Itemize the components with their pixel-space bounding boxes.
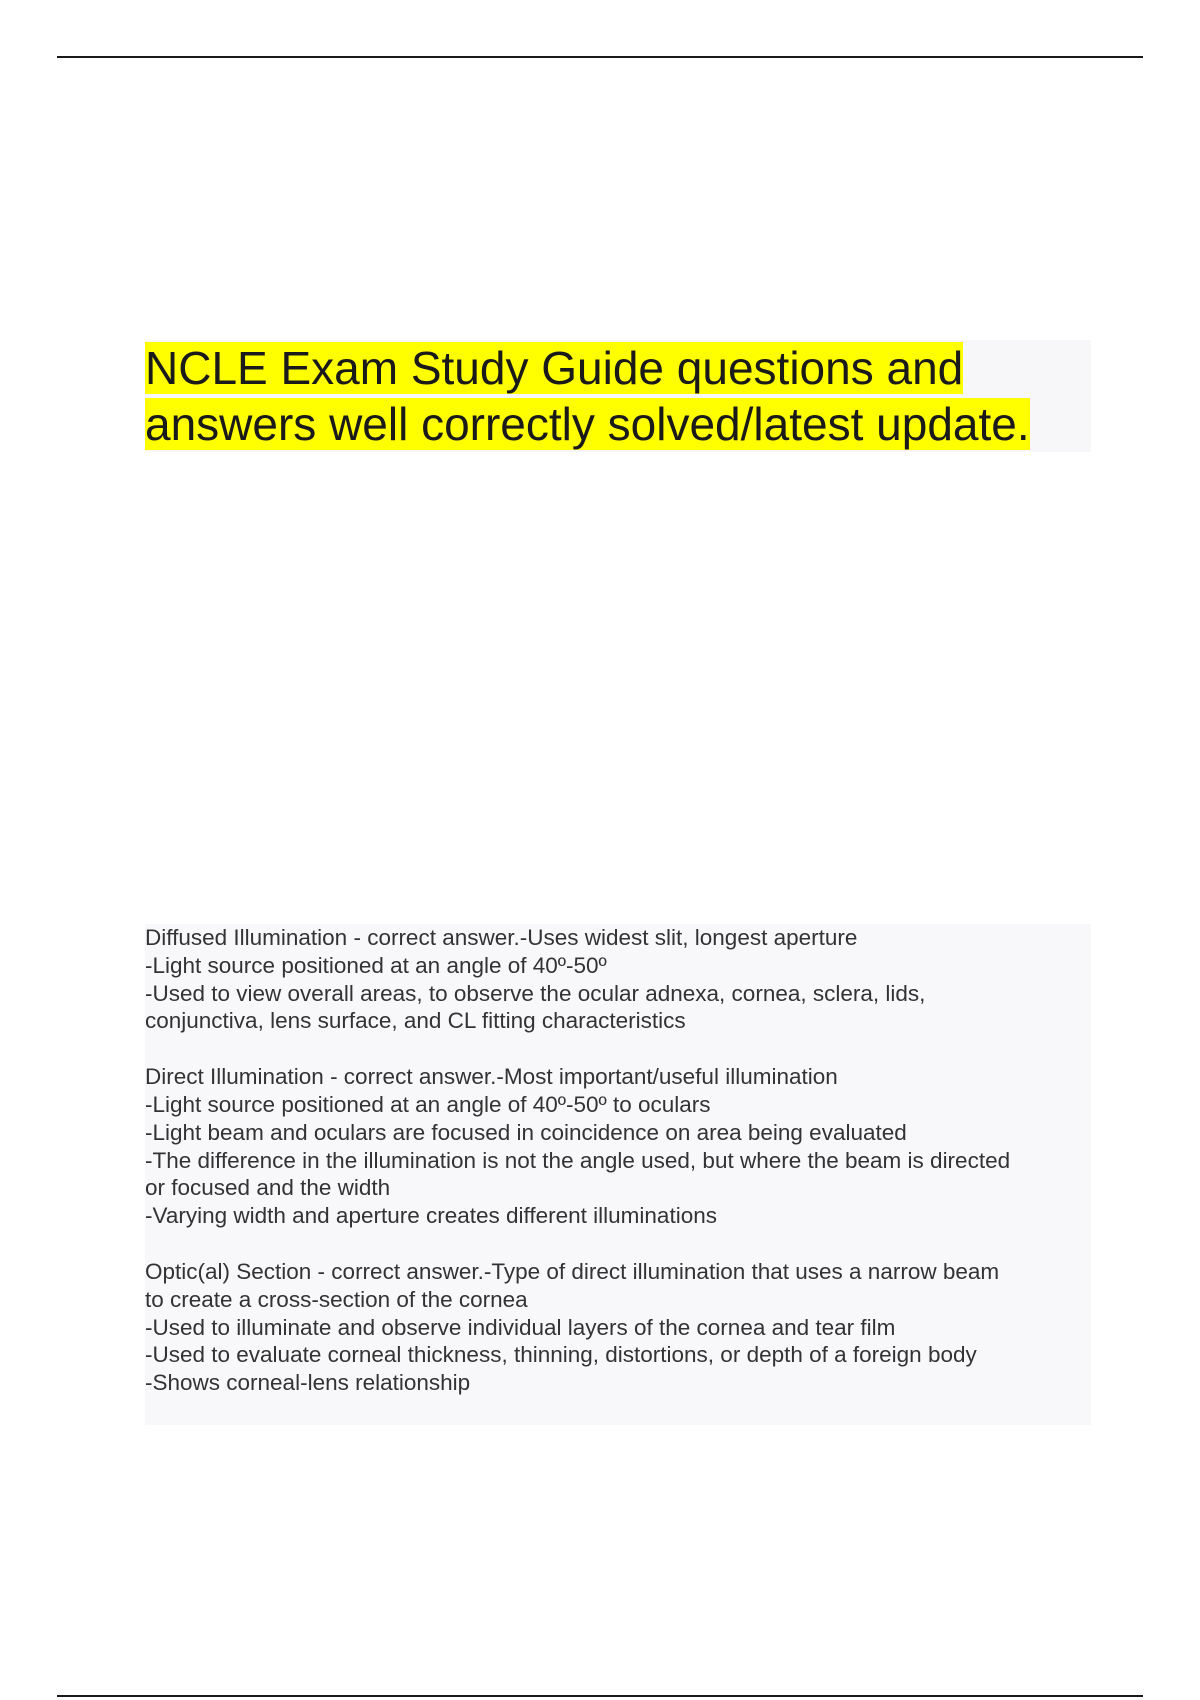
top-rule (57, 56, 1143, 58)
entry-line: -Varying width and aperture creates different illuminations (145, 1203, 717, 1229)
entry-optical-section (145, 1258, 1091, 1397)
entry-line: -Used to illuminate and observe individual layers of the cornea and tear film (145, 1314, 896, 1340)
entry-line: -Light source positioned at an angle of 40º-50º to oculars (145, 1091, 711, 1117)
entry-line: Diffused Illumination - correct answer.-Uses widest slit, longest aperture (145, 925, 858, 950)
entry-line: -Shows corneal-lens relationship (145, 1370, 471, 1396)
entry-line: or focused and the width (145, 1175, 391, 1201)
entry-line: conjunctiva, lens surface, and CL fitting characteristics (145, 1008, 686, 1034)
bottom-rule (57, 1695, 1143, 1697)
entry-line: Direct Illumination - correct answer.-Most important/useful illumination (145, 1064, 838, 1090)
title-line-1-text: NCLE Exam Study Guide questions and (145, 342, 964, 394)
document-body (145, 924, 1091, 1425)
entry-line: -Used to view overall areas, to observe the ocular adnexa, cornea, sclera, lids, (145, 980, 926, 1006)
entry-line: Optic(al) Section - correct answer.-Type of direct illumination that uses a narrow beam (145, 1258, 1000, 1284)
entry-direct-illumination (145, 1063, 1091, 1230)
entry-line: to create a cross-section of the cornea (145, 1286, 528, 1312)
title-line-2 (145, 396, 1091, 452)
title-line-2-text: answers well correctly solved/latest update. (145, 398, 1030, 450)
entry-line: -Light source positioned at an angle of 40º-50º (145, 952, 607, 978)
entry-line: -Light beam and oculars are focused in coincidence on area being evaluated (145, 1119, 907, 1145)
entry-diffused-illumination (145, 924, 1091, 1035)
title-line-1 (145, 340, 1091, 396)
document-title (145, 340, 1091, 452)
entry-line: -Used to evaluate corneal thickness, thinning, distortions, or depth of a foreign body (145, 1342, 977, 1368)
entry-line: -The difference in the illumination is not the angle used, but where the beam is directed (145, 1147, 1011, 1173)
